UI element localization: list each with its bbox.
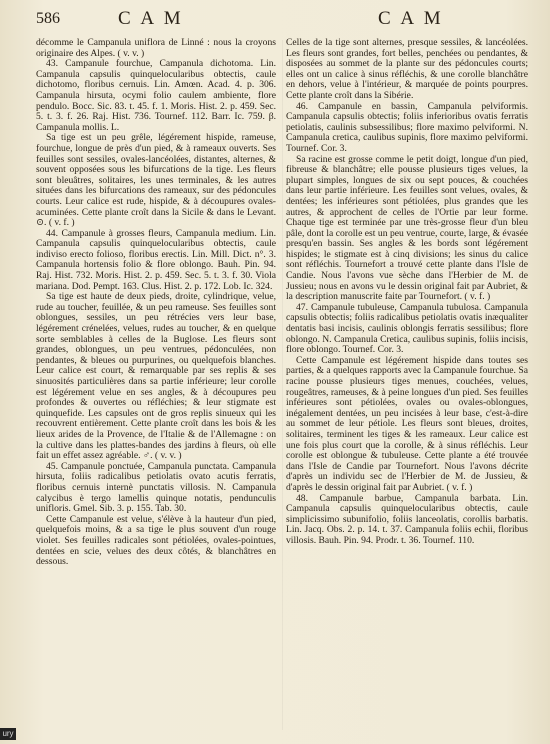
paragraph: 43. Campanule fourchue, Campanula dichotoma. Lin. Campanula capsulis quinquelocularibus obtectis, caule dichotomo, floribus cernuis. Lin. Amœn. Acad. 4. p. 306. Campanula hirsuta, ocymi folio caulem ambiente, flore pendulo. Bocc. Sic. 83. t. 45. f. 1. Moris. Hist. 2. p. 459. Sec. 5. t. 3. f. 26. Raj. Hist. 736. Tournef. 112. Barr. Ic. 759. β. Campanula mollis. L.: [36, 58, 276, 133]
left-column: [36, 38, 276, 568]
paragraph: 44. Campanule à grosses fleurs, Campanula medium. Lin. Campanula capsulis quinquelocularibus obtectis, caule indiviso erecto folioso, floribus erectis. Lin. Mill. Dict. n°. 3. Campanula hortensis folio & flore oblongo. Bauh. Pin. 94. Raj. Hist. 732. Moris. Hist. 2. p. 459. Sec. 5. t. 3. f. 30. Viola mariana. Dod. Pempt. 163. Clus. Hist. 2. p. 172. Lob. Ic. 324.: [36, 227, 276, 292]
paragraph: Sa tige est haute de deux pieds, droite, cylindrique, velue, rude au toucher, feuillée, & un peu rameuse. Ses feuilles sont oblongues, sessiles, un peu rétrécies vers leur base, légérement crénelées, velues, rudes au toucher, & en quelque sorte semblables à celles de la Buglose. Les fleurs sont grandes, oblongues, un peu ventrues, pédonculées, non pendantes, & bleues ou purpurines, ou quelquefois blanches. Leur calice est court, & remarquable par ses replis & ses sinuosités particulières dans sa partie inférieure; leur corolle est légérement velue en ses angles, & à découpures peu profondes & ouvertes ou réfléchies; & leur stigmate est quinquefide. Les capsules ont de gros replis sinueux qui les recouvrent entièrement. Cette plante croît dans les bois & les lieux arides de la Provence, de l'Italie & de l'Allemagne : on la cultive dans les plattes-bandes des jardins à fleurs, où elle fait un effet assez agréable. ♂. ( v. v. ): [36, 291, 276, 462]
column-divider: [282, 40, 283, 730]
paragraph: 47. Campanule tubuleuse, Campanula tubulosa. Campanula capsulis obtectis; foliis radicalibus petiolatis ovatis inæqualiter dentatis basi incisis, caulinis oblongis ferratis sessilibus; flore oblongo. N. Campanula Cretica, caulibus supinis, foliis incisis, flore oblongo. Tournef. Cor. 3.: [286, 301, 528, 356]
corner-tab[interactable]: ury: [0, 728, 16, 740]
right-column: [286, 38, 528, 547]
paragraph: 46. Campanule en bassin, Campanula pelviformis. Campanula capsulis obtectis; foliis inferioribus ovatis ferratis petiolatis, caulinis subsessilibus; flore maximo pelviformi. N. Campanula cretica, caulibus supinis, flore maximo pelviformi. Tournef. Cor. 3.: [286, 100, 528, 154]
page-number: 586: [36, 10, 60, 27]
paragraph: 48. Campanule barbue, Campanula barbata. Lin. Campanula capsulis quinquelocularibus obtectis, caule simplicissimo subunifolio, foliis lanceolatis, corollis barbatis. Lin. Jacq. Obs. 2. p. 14. t. 37. Campanula foliis echii, floribus villosis. Bauh. Pin. 94. Prodr. t. 36. Tournef. 110.: [286, 492, 528, 546]
paragraph: 45. Campanule ponctuée, Campanula punctata. Campanula hirsuta, foliis radicalibus petiolatis ovato acutis ferratis, floribus cernuis internè punctatis villosis. N. Campanula calycibus è tergo lamellis quinque notatis, pendunculis unifloris. Gmel. Sib. 3. p. 155. Tab. 30.: [36, 460, 276, 515]
paragraph: Celles de la tige sont alternes, presque sessiles, & lancéolées. Les fleurs sont grandes, fort belles, penchées ou pendantes, & disposées au sommet de la plante sur des pédoncules courts; elles ont un calice à sinus réfléchis, & une corolle blanchâtre en dehors, velue à l'intérieur, & marquée de points pourpres. Cette plante croît dans la Sibérie.: [286, 37, 528, 101]
running-head-right: C A M: [378, 8, 444, 29]
running-head-left: C A M: [118, 8, 184, 29]
paragraph: Sa racine est grosse comme le petit doigt, longue d'un pied, fibreuse & blanchâtre; elle pousse plusieurs tiges velues, la plupart simples, longues de six ou sept pouces, & couchées dans leur partie inférieure. Les feuilles sont velues, ovales, & dentées; les inférieures sont pétiolées, plus grandes que les autres, & approchent de celles de l'Ortie par leur forme. Chaque tige est terminée par une très-grosse fleur d'un bleu pâle, dont la corolle est un peu ventrue, courte, large, & évasée presqu'en bassin. Ses angles & les bords sont légérement hispides; le stigmate est à cinq divisions; les sinus du calice sont réfléchis. Tournefort a trouvé cette plante dans l'Isle de Candie. Nous l'avons vue sèche dans l'Herbier de M. de Jussieu; nous en avons vu le dessin original fait par Aubriet, & la description manuscrite faite par Tournefort. ( v. f. ): [286, 153, 528, 303]
paragraph: Cette Campanule est velue, s'élève à la hauteur d'un pied, quelquefois moins, & a sa tige le plus souvent d'un rouge violet. Ses feuilles radicales sont pétiolées, ovales-pointues, dentées en scie, velues des deux côtés, & blanchâtres en dessous.: [36, 513, 276, 568]
paragraph: Cette Campanule est légérement hispide dans toutes ses parties, & a quelques rapports avec la Campanule fourchue. Sa racine pousse plusieurs tiges menues, couchées, velues, rougeâtres, rameuses, & à peine longues d'un pied. Ses feuilles inférieures sont pétiolées, ovales ou ovales-oblongues, inégalement dentées, un peu incisées à leur base, c'est-à-dire au sommet de leur pétiole. Les fleurs sont bleues, droites, solitaires, terminent les tiges & les rameaux. Leur calice est une fois plus court que la corolle, & à sinus réfléchis. Leur corolle est oblongue & tubuleuse. Cette plante a été trouvée dans l'Isle de Candie par Tournefort. Nous l'avons décrite d'après un individu sec de l'Herbier de M. de Jussieu, & d'après le dessin original fait par Aubriet. ( v. f. ): [286, 354, 528, 493]
paragraph: Sa tige est un peu grêle, légérement hispide, rameuse, fourchue, longue de près d'un pied, & à rameaux ouverts. Ses feuilles sont sessiles, ovales-lancéolées, distantes, alternes, & souvent opposées sous les bifurcations de la tige. Les fleurs sont bleuâtres, solitaires, les unes terminales, & les autres situées dans les bifurcations des rameaux, sur des pédoncules courts. Leur calice est rude, hispide, & à découpures ovales-acuminées. Cette plante croît dans la Sicile & dans le Levant. ⊙. ( v. f. ): [36, 132, 276, 229]
paragraph: décomme le Campanula uniflora de Linné : nous la croyons originaire des Alpes. ( v. v. ): [36, 37, 276, 59]
